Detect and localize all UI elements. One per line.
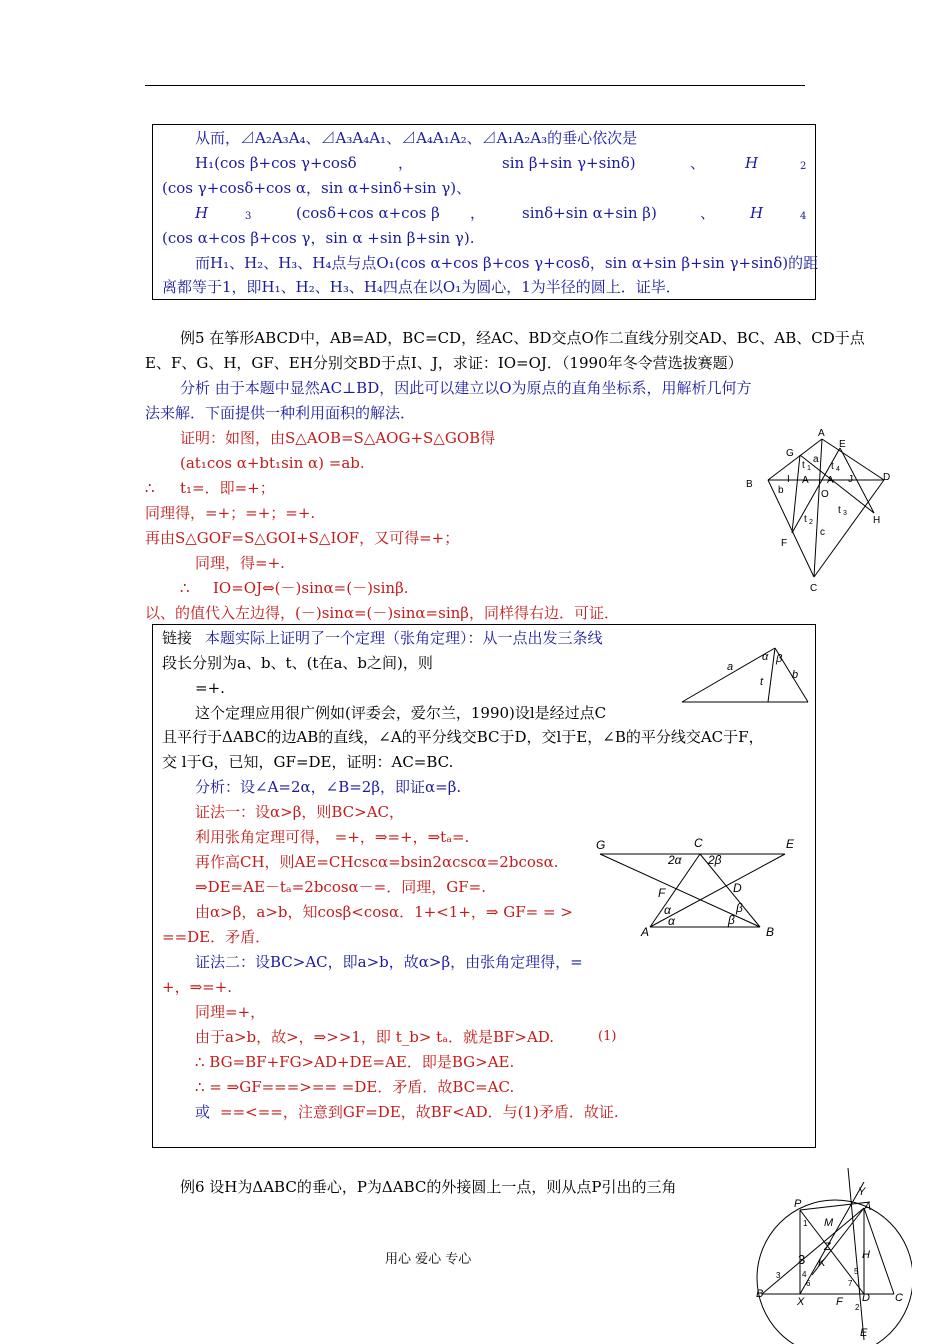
box2-line-6: 交 l于G，已知，GF=DE，证明：AC=BC. [162,753,454,771]
ex5-proof-2: (at₁cos α+bt₁sin α) =ab. [180,454,365,472]
bis-label-alpha-2: α [668,914,675,928]
circ-num-6: 6 [806,1279,811,1288]
ex5-proof-3b: t₁=．即=+； [180,479,275,497]
box2-line-16: 同理=+， [195,1003,266,1021]
box1-line-2a: H₁(cos β+cos γ+cosδ [195,154,357,172]
ex5-proof-8: 以、的值代入左边得，(－)sinα=(－)sinα=sinβ，同样得右边．可证． [145,604,619,622]
box2-line-15: +，⇒=+. [162,978,233,996]
kite-label-a: a [813,454,819,465]
circ-num-7: 7 [848,1279,853,1288]
circ-label-K: K [818,1257,826,1269]
kite-label-A: A [818,428,825,439]
box1-line-4d: ， [470,204,486,222]
kite-label-b: b [778,485,784,496]
box2-line-3: =+. [195,679,225,697]
kite-label-A-dot-1: A [802,475,809,486]
box2-line-4: 这个定理应用很广例如(评委会，爱尔兰，1990)设l是经过点C [195,704,607,722]
simson-figure [752,1160,912,1344]
box1-line-1: 从而，⊿A₂A₃A₄、⊿A₃A₄A₁、⊿A₄A₁A₂、⊿A₁A₂A₃的垂心依次是 [195,129,638,147]
circ-label-A: A [864,1201,872,1213]
bis-label-2beta: 2β [708,853,722,867]
kite-label-O: O [821,489,829,500]
ex5-proof-4: 同理得，=+；=+；=+. [145,504,316,522]
bis-label-C: C [694,836,703,850]
circ-label-M: M [824,1217,834,1229]
circ-num-3b: 3 [776,1271,781,1280]
ex5-statement-2: E、F、G、H，GF、EH分别交BD于点I、J，求证：IO=OJ．（1990年冬令营选拔赛题） [145,354,743,372]
kite-label-E: E [839,439,846,450]
kite-label-t3-sub: 3 [843,510,847,517]
kite-label-c: c [820,527,825,538]
bis-label-F: F [658,886,666,900]
bis-label-beta-1: β [736,901,743,915]
box1-line-2d: 、 [690,154,706,172]
box2-line-20a: 或 [195,1103,211,1121]
circ-label-B: B [756,1288,764,1300]
circ-num-3: 3 [798,1252,806,1267]
kite-label-t2: t [804,514,807,525]
box1-line-4h: 4 [800,211,807,222]
box2-line-1a: 链接 [162,629,193,647]
kite-label-t2-sub: 2 [809,519,813,526]
box2-line-5: 且平行于ΔABC的边AB的直线，∠A的平分线交BC于D，交l于E，∠B的平分线交AC于F， [162,728,764,746]
angle-fig-alpha: α [762,651,769,663]
box1-line-2f: 2 [800,161,807,172]
ex5-proof-5: 再由S△GOF=S△GOI+S△IOF，又可得=+； [145,529,460,547]
circ-num-4: 4 [802,1270,807,1279]
kite-label-H: H [873,515,881,526]
box1-line-4c: (cosδ+cos α+cos β [296,204,440,222]
box1-line-4f: 、 [700,204,716,222]
ex5-proof-6: 同理，得=+. [195,554,285,572]
page-footer: 用心 爱心 专心 [385,1252,472,1267]
ex5-proof-7a: ∴ [180,579,190,597]
circ-label-H: H [862,1249,870,1261]
box1-line-4g: H [750,204,764,222]
box2-line-19: ∴ = ⇒GF===>== =DE．矛盾．故BC=AC. [195,1078,515,1096]
ex5-proof-7b: IO=OJ⇔(－)sinα=(－)sinβ. [213,579,409,597]
box1-line-6: 而H₁、H₂、H₃、H₄点与点O₁(cos α+cos β+cos γ+cosδ，sin α+sin β+sin γ+sinδ)的距 [195,254,819,272]
bis-label-G: G [596,838,606,852]
circ-label-C: C [895,1292,903,1304]
ex5-analysis-1: 分析 由于本题中显然AC⊥BD，因此可以建立以O为原点的直角坐标系，用解析几何方 [180,379,752,397]
bis-label-A: A [641,925,650,939]
box1-line-5: (cos α+cos β+cos γ，sin α +sin β+sin γ). [162,229,475,247]
box2-line-12: 由α>β，a>b，知cosβ<cosα．1+<1+，⇒ GF= = > [195,903,573,921]
bis-label-beta-2: β [728,913,735,927]
kite-label-C: C [810,583,818,594]
circ-label-Z: Z [824,1241,831,1253]
angle-fig-a: a [727,661,734,673]
kite-label-B: B [746,479,753,490]
header-rule [145,85,805,86]
box2-line-17b: (1) [598,1029,617,1044]
circ-label-Y: Y [858,1186,866,1198]
box1-line-2e: H [745,154,759,172]
bisector-figure [590,832,800,942]
box2-line-7: 分析：设∠A=2α，∠B=2β，即证α=β. [195,778,462,796]
angle-theorem-figure [680,640,810,705]
circ-label-X: X [797,1296,805,1308]
ex5-proof-3a: ∴ [145,479,155,497]
box1-line-4a: H [195,204,209,222]
ex5-analysis-2: 法来解．下面提供一种利用面积的解法． [145,404,416,422]
kite-label-J: J [848,474,853,485]
box2-line-9: 利用张角定理可得， =+，⇒=+，⇒tₐ=. [195,828,470,846]
circ-label-F: F [836,1296,843,1308]
box1-line-3: (cos γ+cosδ+cos α，sin α+sinδ+sin γ)、 [162,179,472,197]
circ-label-D: D [862,1292,870,1304]
kite-figure [740,425,900,597]
bis-label-D: D [733,881,742,895]
box1-line-2c: sin β+sin γ+sinδ) [502,154,636,172]
box2-line-14: 证法二：设BC>AC，即a>b，故α>β，由张角定理得，= [195,953,583,971]
box2-line-1b: 本题实际上证明了一个定理（张角定理）：从一点出发三条线 [205,629,603,647]
ex5-proof-1: 证明：如图，由S△AOB=S△AOG+S△GOB得 [180,429,496,447]
kite-label-I: I [787,474,790,485]
box2-line-13: ==DE．矛盾． [162,928,271,946]
box1-line-4b: 3 [245,211,252,222]
ex6-statement-1: 例6 设H为ΔABC的垂心，P为ΔABC的外接圆上一点，则从点P引出的三角 [180,1178,677,1196]
kite-label-G: G [786,448,794,459]
bis-label-alpha-1: α [664,903,671,917]
kite-label-A-dot-2: A [827,475,834,486]
box2-line-8: 证法一：设α>β，则BC>AC， [195,803,405,821]
circ-label-E: E [860,1327,868,1339]
angle-fig-beta: β [776,653,783,665]
kite-label-t4-sub: 4 [836,466,840,473]
circ-label-P: P [794,1198,802,1210]
ex5-statement-1: 例5 在筝形ABCD中，AB=AD，BC=CD，经AC、BD交点O作二直线分别交AD、BC、AB、CD于点 [180,329,865,347]
kite-label-t1: t [802,460,805,471]
box2-line-18: ∴ BG=BF+FG>AD+DE=AE．即是BG>AE. [195,1053,515,1071]
circ-num-1: 1 [803,1219,808,1228]
box1-line-7: 离都等于1，即H₁、H₂、H₃、H₄四点在以O₁为圆心，1为半径的圆上．证毕． [162,278,681,296]
bis-label-E: E [786,837,795,851]
kite-label-D: D [883,472,891,483]
bis-label-2alpha: 2α [668,853,682,867]
box2-line-10: 再作高CH，则AE=CHcscα=bsin2αcscα=2bcosα. [195,853,559,871]
box1-line-2b: ， [398,154,414,172]
box1-line-4e: sinδ+sin α+sin β) [522,204,657,222]
circ-num-5: 5 [854,1267,859,1276]
kite-label-t1-sub: 1 [807,465,811,472]
box2-line-2: 段长分别为a、b、t、(t在a、b之间)，则 [162,654,433,672]
kite-label-t3: t [838,505,841,516]
kite-label-F: F [781,538,788,549]
bis-label-B: B [766,925,775,939]
box2-line-20b: ==<==，注意到GF=DE，故BF<AD．与(1)矛盾．故证. [220,1103,619,1121]
box2-line-11: ⇒DE=AE－tₐ=2bcosα－=．同理，GF=. [195,878,486,896]
circ-num-2: 2 [855,1303,860,1312]
angle-fig-b: b [792,669,799,681]
box2-line-17: 由于a>b，故>，⇒>>1，即 t_b> tₐ．就是BF>AD. [195,1028,555,1046]
kite-label-t4: t [831,461,834,472]
angle-fig-t: t [760,676,764,688]
